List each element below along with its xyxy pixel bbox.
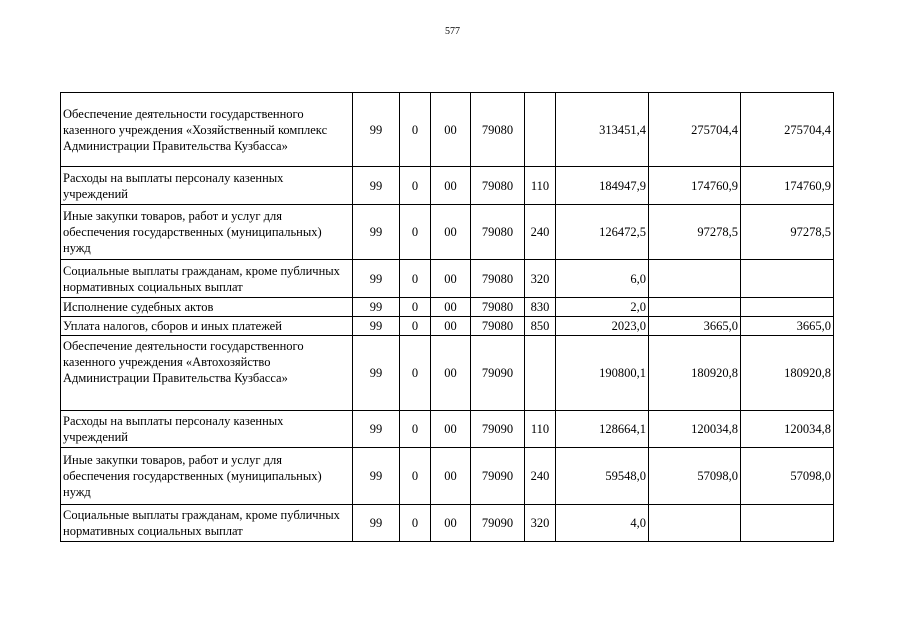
amount-2	[649, 298, 741, 317]
main-event-code: 00	[431, 167, 471, 205]
expense-type-code: 110	[525, 411, 556, 448]
main-event-code: 00	[431, 505, 471, 542]
subprogram-code: 0	[400, 205, 431, 260]
amount-3: 3665,0	[741, 317, 834, 336]
table-row	[61, 448, 834, 505]
table-row	[61, 167, 834, 205]
amount-2: 3665,0	[649, 317, 741, 336]
direction-code: 79090	[471, 411, 525, 448]
amount-2: 180920,8	[649, 336, 741, 411]
direction-code: 79080	[471, 317, 525, 336]
expense-type-code: 830	[525, 298, 556, 317]
table-row	[61, 298, 834, 317]
subprogram-code: 0	[400, 298, 431, 317]
amount-3: 57098,0	[741, 448, 834, 505]
main-event-code: 00	[431, 448, 471, 505]
subprogram-code: 0	[400, 167, 431, 205]
subprogram-code: 0	[400, 336, 431, 411]
direction-code: 79090	[471, 448, 525, 505]
amount-2: 275704,4	[649, 93, 741, 167]
program-code: 99	[353, 167, 400, 205]
expense-type-code: 320	[525, 260, 556, 298]
row-name: Расходы на выплаты персоналу казенных учреждений	[61, 167, 353, 205]
expense-type-code: 110	[525, 167, 556, 205]
program-code: 99	[353, 317, 400, 336]
program-code: 99	[353, 411, 400, 448]
subprogram-code: 0	[400, 317, 431, 336]
budget-table	[60, 92, 834, 542]
amount-1: 2023,0	[556, 317, 649, 336]
expense-type-code	[525, 336, 556, 411]
subprogram-code: 0	[400, 411, 431, 448]
expense-type-code: 240	[525, 448, 556, 505]
row-name: Исполнение судебных актов	[61, 298, 353, 317]
table-row	[61, 411, 834, 448]
main-event-code: 00	[431, 93, 471, 167]
program-code: 99	[353, 336, 400, 411]
subprogram-code: 0	[400, 448, 431, 505]
page-number: 577	[445, 26, 460, 37]
program-code: 99	[353, 260, 400, 298]
table-row	[61, 505, 834, 542]
direction-code: 79090	[471, 336, 525, 411]
main-event-code: 00	[431, 317, 471, 336]
amount-1: 59548,0	[556, 448, 649, 505]
row-name: Уплата налогов, сборов и иных платежей	[61, 317, 353, 336]
main-event-code: 00	[431, 298, 471, 317]
direction-code: 79080	[471, 205, 525, 260]
program-code: 99	[353, 298, 400, 317]
subprogram-code: 0	[400, 505, 431, 542]
amount-1: 4,0	[556, 505, 649, 542]
amount-2: 57098,0	[649, 448, 741, 505]
subprogram-code: 0	[400, 93, 431, 167]
main-event-code: 00	[431, 260, 471, 298]
table-row	[61, 93, 834, 167]
expense-type-code	[525, 93, 556, 167]
amount-1: 313451,4	[556, 93, 649, 167]
expense-type-code: 320	[525, 505, 556, 542]
direction-code: 79090	[471, 505, 525, 542]
amount-2: 120034,8	[649, 411, 741, 448]
program-code: 99	[353, 93, 400, 167]
amount-2	[649, 505, 741, 542]
amount-2	[649, 260, 741, 298]
table-row	[61, 205, 834, 260]
program-code: 99	[353, 505, 400, 542]
direction-code: 79080	[471, 93, 525, 167]
direction-code: 79080	[471, 298, 525, 317]
subprogram-code: 0	[400, 260, 431, 298]
amount-2: 174760,9	[649, 167, 741, 205]
amount-3: 97278,5	[741, 205, 834, 260]
main-event-code: 00	[431, 205, 471, 260]
amount-3	[741, 260, 834, 298]
amount-3: 275704,4	[741, 93, 834, 167]
program-code: 99	[353, 205, 400, 260]
direction-code: 79080	[471, 167, 525, 205]
amount-3	[741, 298, 834, 317]
row-name: Иные закупки товаров, работ и услуг для обеспечения государственных (муниципальных) нужд	[61, 205, 353, 260]
amount-3: 120034,8	[741, 411, 834, 448]
row-name: Расходы на выплаты персоналу казенных учреждений	[61, 411, 353, 448]
amount-1: 2,0	[556, 298, 649, 317]
amount-1: 184947,9	[556, 167, 649, 205]
amount-1: 126472,5	[556, 205, 649, 260]
table-row	[61, 336, 834, 411]
row-name: Социальные выплаты гражданам, кроме публичных нормативных социальных выплат	[61, 505, 353, 542]
amount-1: 190800,1	[556, 336, 649, 411]
direction-code: 79080	[471, 260, 525, 298]
amount-1: 128664,1	[556, 411, 649, 448]
amount-3	[741, 505, 834, 542]
amount-1: 6,0	[556, 260, 649, 298]
row-name: Иные закупки товаров, работ и услуг для обеспечения государственных (муниципальных) нужд	[61, 448, 353, 505]
amount-2: 97278,5	[649, 205, 741, 260]
amount-3: 174760,9	[741, 167, 834, 205]
row-name: Социальные выплаты гражданам, кроме публичных нормативных социальных выплат	[61, 260, 353, 298]
main-event-code: 00	[431, 336, 471, 411]
expense-type-code: 850	[525, 317, 556, 336]
expense-type-code: 240	[525, 205, 556, 260]
row-name: Обеспечение деятельности государственного казенного учреждения «Хозяйственный комплекс Администрации Правительства Кузбасса»	[61, 93, 353, 167]
row-name: Обеспечение деятельности государственного казенного учреждения «Автохозяйство Администрации Правительства Кузбасса»	[61, 336, 353, 411]
program-code: 99	[353, 448, 400, 505]
table-row	[61, 260, 834, 298]
table-row	[61, 317, 834, 336]
main-event-code: 00	[431, 411, 471, 448]
amount-3: 180920,8	[741, 336, 834, 411]
